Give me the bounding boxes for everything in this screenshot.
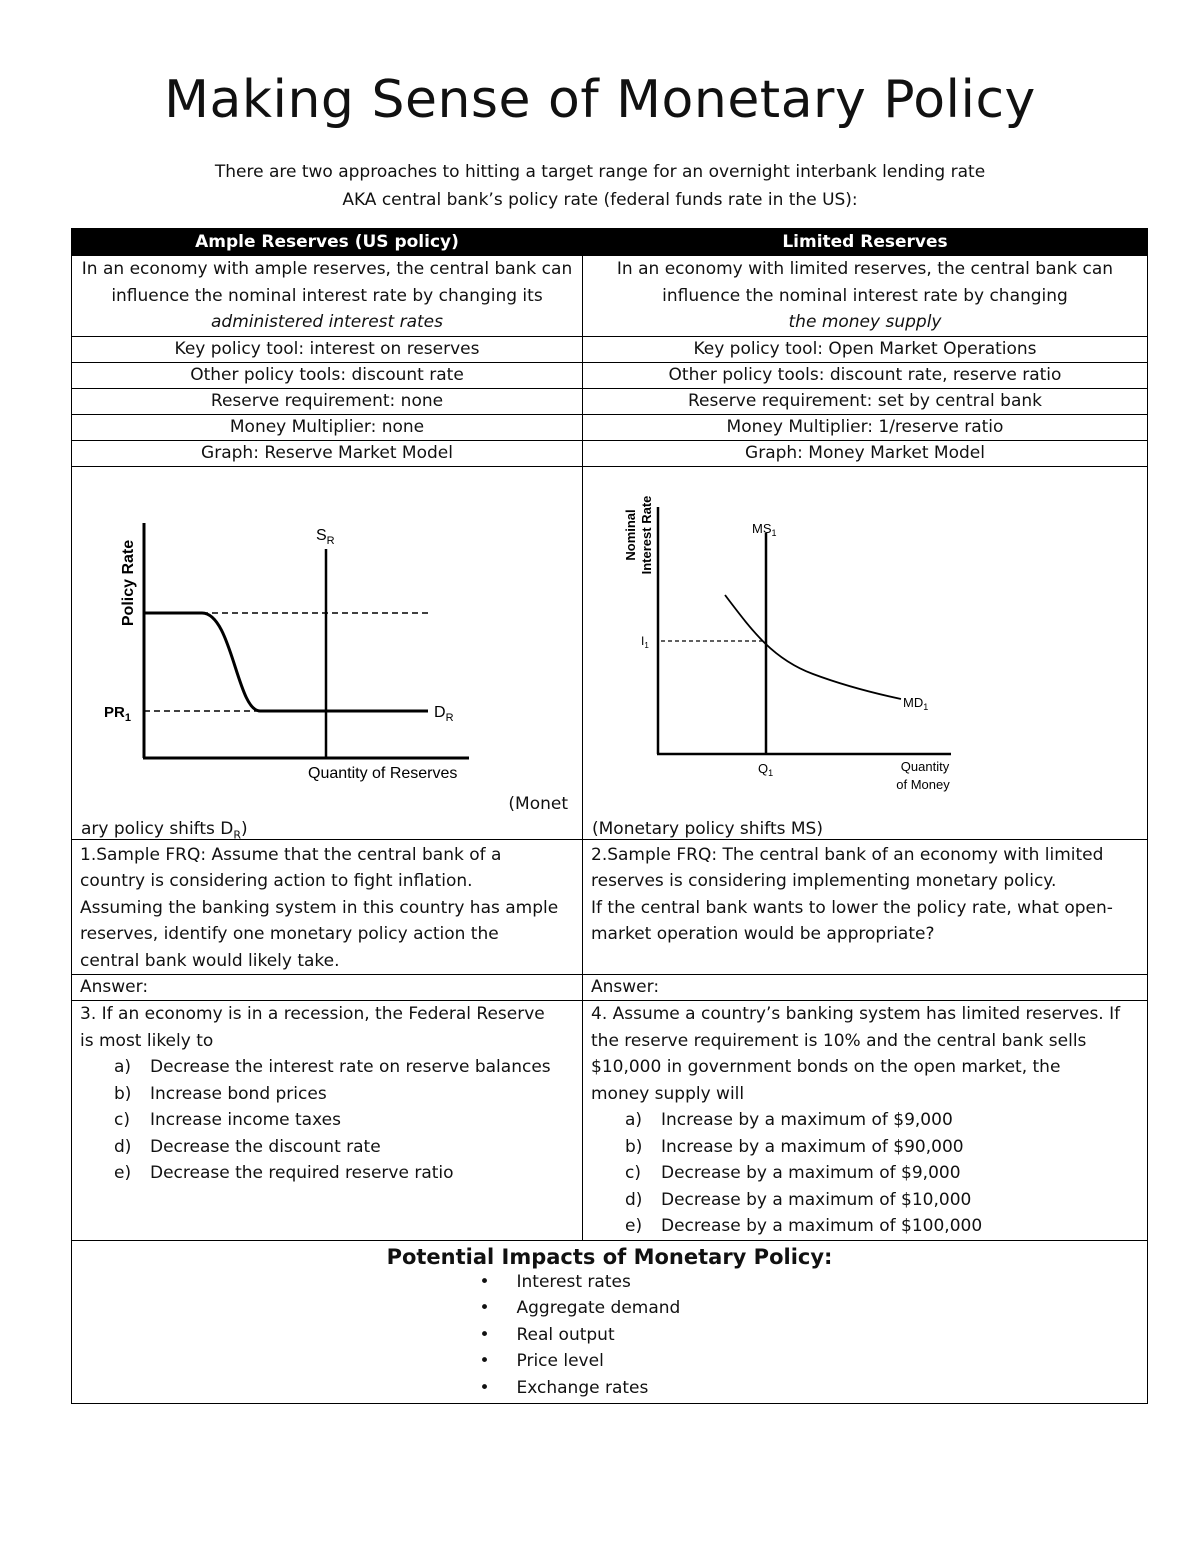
q3-option-text: Decrease the discount rate [150, 1136, 381, 1157]
reserve-req-ample: Reserve requirement: none [72, 388, 583, 414]
q4-option-a[interactable] [625, 1107, 1139, 1134]
q3-option-text: Decrease the required reserve ratio [150, 1163, 454, 1183]
right-x-axis-label-2: of Money [896, 776, 950, 792]
desc-limited-text: In an economy with limited reserves, the central bank can influence the nominal interest rate by changing [616, 259, 1114, 306]
caption-ample-part2 [81, 816, 248, 848]
caption-ample-sub: R [233, 827, 242, 841]
impact-item [480, 1375, 740, 1402]
impacts-section [72, 1240, 1148, 1403]
right-y-axis-label-2: Interest Rate [639, 495, 654, 574]
impact-item-text: Interest rates [516, 1271, 631, 1292]
q3-option-d[interactable] [114, 1134, 574, 1161]
desc-ample-text: In an economy with ample reserves, the central bank can influence the nominal interest rate by changing its [81, 259, 573, 306]
q3-option-b[interactable] [114, 1081, 574, 1108]
q4-option-text: Increase by a maximum of $9,000 [661, 1110, 953, 1130]
desc-limited-emphasis: the money supply [788, 312, 942, 332]
impact-item [480, 1348, 740, 1375]
q4-option-letter: a) [625, 1110, 643, 1130]
q3-stem-2: is most likely to [80, 1030, 214, 1051]
q3-options [80, 1054, 574, 1187]
reserve-market-graph [72, 467, 583, 839]
multiplier-ample: Money Multiplier: none [72, 414, 583, 440]
q3-stem-1: 3. If an economy is in a recession, the Federal Reserve [80, 1004, 545, 1024]
impact-item [480, 1295, 740, 1322]
graph-type-ample: Graph: Reserve Market Model [72, 440, 583, 466]
impacts-list [480, 1269, 740, 1402]
frq-2-line-3: If the central bank wants to lower the policy rate, what open- [591, 897, 1113, 918]
bullet-icon: • [479, 1377, 490, 1398]
frq-1-line-4: reserves, identify one monetary policy action the [80, 924, 499, 944]
q4-option-e[interactable] [625, 1213, 1139, 1240]
q3-option-letter: e) [114, 1163, 132, 1183]
q3-option-letter: b) [114, 1083, 132, 1104]
comparison-table [71, 228, 1148, 1404]
q4-option-text: Decrease by a maximum of $9,000 [661, 1163, 961, 1183]
graph-cell-ample [72, 466, 583, 839]
desc-ample-emphasis: administered interest rates [211, 312, 443, 332]
left-x-axis-label: Quantity of Reserves [308, 764, 458, 782]
i1-label: $I_1$ [641, 633, 649, 650]
reserve-demand-curve [144, 613, 428, 711]
right-y-axis-label-1: Nominal [623, 508, 638, 561]
q4-stem-4: money supply will [591, 1083, 745, 1104]
impact-item [480, 1269, 740, 1296]
impact-item-text: Exchange rates [516, 1377, 649, 1398]
right-x-axis-label-1: Quantity [900, 758, 950, 774]
q4-stem-1: 4. Assume a country’s banking system has limited reserves. If [591, 1004, 1121, 1024]
caption-limited: (Monetary policy shifts MS) [592, 818, 823, 839]
page-title: Making Sense of Monetary Policy [164, 70, 1036, 130]
supply-label: $S_R$ [316, 526, 335, 547]
q3-option-e[interactable] [114, 1160, 574, 1187]
frq-1 [72, 839, 583, 975]
q4-option-letter: e) [625, 1216, 643, 1236]
multiplier-limited: Money Multiplier: 1/reserve ratio [583, 414, 1148, 440]
bullet-icon: • [479, 1298, 490, 1318]
frq-1-line-3: Assuming the banking system in this country has ample [80, 897, 559, 918]
md-label: $MD_1$ [903, 694, 929, 712]
q3-option-letter: a) [114, 1057, 132, 1077]
q1-label: $Q_1$ [758, 760, 774, 778]
q3-option-text: Increase income taxes [150, 1110, 341, 1130]
q4-option-b[interactable] [625, 1134, 1139, 1161]
impact-item-text: Aggregate demand [516, 1298, 681, 1318]
left-y-axis-label: Policy Rate [120, 539, 137, 626]
key-tool-ample: Key policy tool: interest on reserves [72, 336, 583, 362]
q3-option-c[interactable] [114, 1107, 574, 1134]
desc-ample [72, 256, 583, 337]
q4-stem-2: the reserve requirement is 10% and the central bank sells [591, 1030, 1087, 1051]
question-4 [583, 1001, 1148, 1241]
other-tools-limited: Other policy tools: discount rate, reserve ratio [583, 362, 1148, 388]
impacts-heading: Potential Impacts of Monetary Policy: [386, 1244, 833, 1269]
q3-option-text: Increase bond prices [150, 1083, 327, 1104]
bullet-icon: • [479, 1271, 490, 1292]
intro [0, 158, 1200, 214]
impact-item-text: Real output [516, 1324, 615, 1345]
desc-limited [583, 256, 1148, 337]
q3-option-letter: d) [114, 1136, 132, 1157]
q4-option-letter: b) [625, 1136, 643, 1157]
frq-2-line-4: market operation would be appropriate? [591, 924, 935, 944]
q4-option-c[interactable] [625, 1160, 1139, 1187]
q4-options [591, 1107, 1139, 1240]
header-limited: Limited Reserves [583, 229, 1148, 256]
pr1-label: $PR_1$ [104, 703, 131, 724]
bullet-icon: • [479, 1324, 490, 1345]
q4-option-text: Increase by a maximum of $90,000 [661, 1136, 964, 1157]
q4-option-letter: d) [625, 1189, 643, 1210]
reserve-req-limited: Reserve requirement: set by central bank [583, 388, 1148, 414]
q4-option-text: Decrease by a maximum of $100,000 [661, 1216, 983, 1236]
answer-2-field[interactable]: Answer: [583, 975, 1148, 1001]
impact-item [480, 1322, 740, 1349]
graph-cell-limited [583, 466, 1148, 839]
caption-ample-text: ary policy shifts D [81, 818, 234, 839]
intro-line-1: There are two approaches to hitting a target range for an overnight interbank lending rate [214, 162, 986, 182]
q3-option-letter: c) [114, 1110, 130, 1130]
graph-type-limited: Graph: Money Market Model [583, 440, 1148, 466]
frq-1-line-5: central bank would likely take. [80, 950, 340, 971]
question-3 [72, 1001, 583, 1241]
impact-item-text: Price level [516, 1351, 604, 1371]
frq-2 [583, 839, 1148, 975]
frq-1-line-2: country is considering action to fight inflation. [80, 871, 473, 891]
q4-option-letter: c) [625, 1163, 641, 1183]
bullet-icon: • [479, 1351, 490, 1371]
answer-1-field[interactable]: Answer: [72, 975, 583, 1001]
q4-option-text: Decrease by a maximum of $10,000 [661, 1189, 972, 1210]
frq-1-line-1: 1.Sample FRQ: Assume that the central bank of a [80, 844, 502, 865]
q3-option-text: Decrease the interest rate on reserve balances [150, 1057, 551, 1077]
q4-stem-3: $10,000 in government bonds on the open market, the [591, 1057, 1061, 1077]
intro-line-2: AKA central bank’s policy rate (federal funds rate in the US): [342, 190, 858, 210]
demand-label: $D_R$ [434, 703, 454, 724]
frq-2-line-2: reserves is considering implementing monetary policy. [591, 871, 1057, 891]
ms-label: $MS_1$ [752, 520, 777, 538]
other-tools-ample: Other policy tools: discount rate [72, 362, 583, 388]
money-demand-curve [725, 595, 901, 699]
money-market-graph [583, 467, 1148, 839]
frq-2-line-1: 2.Sample FRQ: The central bank of an economy with limited [591, 844, 1104, 865]
caption-ample-end: ) [241, 818, 248, 839]
q4-option-d[interactable] [625, 1187, 1139, 1214]
header-ample: Ample Reserves (US policy) [72, 229, 583, 256]
q3-option-a[interactable] [114, 1054, 574, 1081]
caption-ample-part1: (Monet [508, 793, 568, 814]
key-tool-limited: Key policy tool: Open Market Operations [583, 336, 1148, 362]
